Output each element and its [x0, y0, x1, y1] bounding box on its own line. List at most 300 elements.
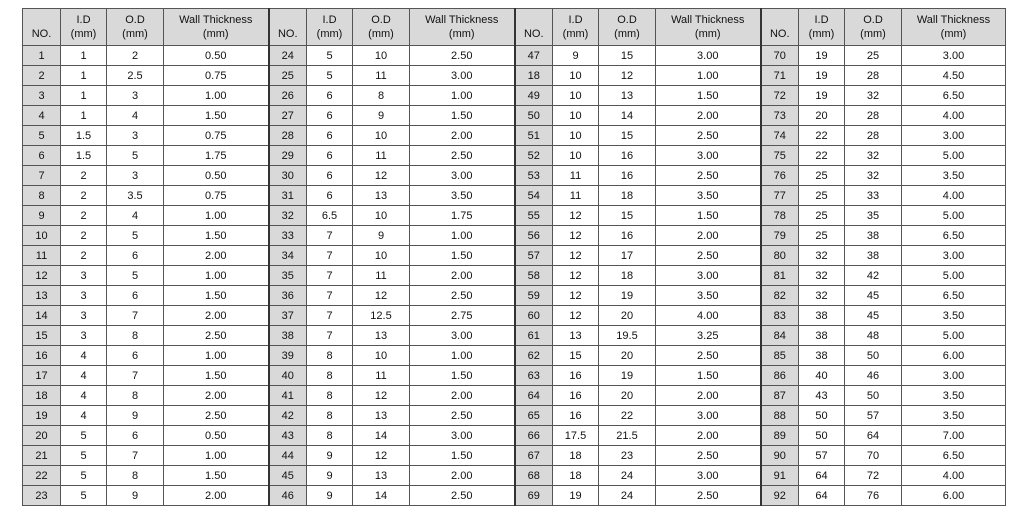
cell-wall-thickness: 2.50	[656, 486, 761, 506]
cell-no: 54	[515, 186, 553, 206]
header-id-label: I.D	[76, 14, 91, 26]
header-od-label: O.D	[617, 14, 637, 26]
cell-wall-thickness: 2.00	[656, 386, 761, 406]
cell-id: 3	[61, 306, 107, 326]
cell-id: 7	[307, 246, 353, 266]
cell-id: 18	[553, 466, 599, 486]
header-od-unit: (mm)	[122, 28, 148, 40]
cell-od: 25	[845, 46, 902, 66]
header-id	[61, 9, 107, 46]
cell-od: 13	[353, 326, 410, 346]
cell-od: 11	[353, 266, 410, 286]
header-id-unit: (mm)	[808, 28, 835, 40]
tube-size-table	[22, 8, 1006, 506]
cell-id: 8	[307, 426, 353, 446]
header-no-label: NO.	[277, 28, 298, 40]
cell-od: 10	[353, 46, 410, 66]
cell-no: 1	[23, 46, 61, 66]
cell-no: 32	[269, 206, 307, 226]
cell-wall-thickness: 2.50	[656, 246, 761, 266]
cell-wall-thickness: 0.50	[164, 46, 269, 66]
cell-id: 11	[553, 186, 599, 206]
cell-id: 4	[61, 366, 107, 386]
cell-id: 6	[307, 186, 353, 206]
cell-wall-thickness: 1.50	[410, 246, 515, 266]
cell-no: 46	[269, 486, 307, 506]
cell-id: 5	[61, 486, 107, 506]
cell-od: 12	[353, 286, 410, 306]
cell-wall-thickness: 3.00	[656, 46, 761, 66]
cell-wall-thickness: 3.00	[410, 426, 515, 446]
cell-od: 12	[599, 66, 656, 86]
table-header-row	[23, 9, 1006, 46]
cell-wall-thickness: 4.00	[902, 466, 1006, 486]
cell-id: 15	[553, 346, 599, 366]
cell-no: 9	[23, 206, 61, 226]
cell-id: 22	[799, 126, 845, 146]
cell-id: 5	[307, 66, 353, 86]
cell-od: 8	[107, 466, 164, 486]
cell-od: 15	[599, 46, 656, 66]
cell-od: 8	[107, 326, 164, 346]
cell-od: 28	[845, 66, 902, 86]
cell-no: 51	[515, 126, 553, 146]
cell-id: 16	[553, 386, 599, 406]
cell-od: 64	[845, 426, 902, 446]
cell-od: 72	[845, 466, 902, 486]
cell-od: 22	[599, 406, 656, 426]
cell-wall-thickness: 1.00	[656, 66, 761, 86]
table-row	[23, 446, 1006, 466]
cell-no: 84	[761, 326, 799, 346]
cell-id: 38	[799, 326, 845, 346]
cell-wall-thickness: 1.50	[164, 466, 269, 486]
cell-od: 13	[353, 186, 410, 206]
cell-od: 28	[845, 126, 902, 146]
cell-id: 40	[799, 366, 845, 386]
cell-id: 4	[61, 386, 107, 406]
cell-wall-thickness: 0.75	[164, 186, 269, 206]
table-row	[23, 46, 1006, 66]
cell-od: 3	[107, 86, 164, 106]
header-no	[761, 9, 799, 46]
cell-wall-thickness: 2.00	[410, 126, 515, 146]
cell-wall-thickness: 2.50	[656, 166, 761, 186]
cell-od: 2.5	[107, 66, 164, 86]
cell-id: 13	[553, 326, 599, 346]
cell-od: 20	[599, 386, 656, 406]
table-row	[23, 306, 1006, 326]
cell-od: 3	[107, 166, 164, 186]
cell-od: 45	[845, 306, 902, 326]
header-wall-unit: (mm)	[202, 28, 229, 40]
cell-no: 43	[269, 426, 307, 446]
cell-no: 68	[515, 466, 553, 486]
cell-wall-thickness: 2.50	[164, 326, 269, 346]
cell-wall-thickness: 3.50	[902, 406, 1006, 426]
header-wall-label: Wall Thickness	[671, 14, 745, 26]
cell-no: 69	[515, 486, 553, 506]
cell-no: 27	[269, 106, 307, 126]
table-row	[23, 486, 1006, 506]
header-od	[845, 9, 902, 46]
cell-no: 3	[23, 86, 61, 106]
table-row	[23, 86, 1006, 106]
cell-od: 13	[353, 406, 410, 426]
table-row	[23, 266, 1006, 286]
cell-wall-thickness: 1.00	[164, 266, 269, 286]
cell-id: 38	[799, 346, 845, 366]
cell-wall-thickness: 6.50	[902, 446, 1006, 466]
cell-id: 6.5	[307, 206, 353, 226]
table-row	[23, 466, 1006, 486]
header-wall-unit: (mm)	[694, 28, 721, 40]
cell-id: 7	[307, 326, 353, 346]
cell-no: 34	[269, 246, 307, 266]
cell-id: 4	[61, 346, 107, 366]
cell-no: 16	[23, 346, 61, 366]
cell-od: 19	[599, 286, 656, 306]
cell-no: 14	[23, 306, 61, 326]
cell-wall-thickness: 2.00	[410, 386, 515, 406]
cell-no: 85	[761, 346, 799, 366]
cell-id: 6	[307, 106, 353, 126]
cell-id: 19	[799, 86, 845, 106]
cell-id: 8	[307, 346, 353, 366]
cell-od: 10	[353, 246, 410, 266]
header-od	[353, 9, 410, 46]
cell-od: 19	[599, 366, 656, 386]
cell-od: 13	[353, 466, 410, 486]
cell-wall-thickness: 4.50	[902, 66, 1006, 86]
table-row	[23, 426, 1006, 446]
cell-wall-thickness: 3.25	[656, 326, 761, 346]
header-no	[515, 9, 553, 46]
table-row	[23, 106, 1006, 126]
cell-wall-thickness: 5.00	[902, 146, 1006, 166]
cell-no: 56	[515, 226, 553, 246]
cell-od: 11	[353, 66, 410, 86]
cell-wall-thickness: 1.50	[164, 366, 269, 386]
cell-id: 1	[61, 66, 107, 86]
cell-id: 20	[799, 106, 845, 126]
cell-wall-thickness: 3.00	[410, 166, 515, 186]
cell-id: 6	[307, 146, 353, 166]
cell-id: 2	[61, 246, 107, 266]
cell-no: 47	[515, 46, 553, 66]
cell-wall-thickness: 2.50	[410, 286, 515, 306]
cell-id: 9	[553, 46, 599, 66]
header-wall-unit: (mm)	[940, 28, 967, 40]
header-od-label: O.D	[125, 14, 145, 26]
cell-wall-thickness: 2.00	[164, 246, 269, 266]
cell-no: 49	[515, 86, 553, 106]
header-wall-label: Wall Thickness	[425, 14, 499, 26]
cell-no: 7	[23, 166, 61, 186]
header-od-label: O.D	[371, 14, 391, 26]
cell-no: 2	[23, 66, 61, 86]
cell-no: 4	[23, 106, 61, 126]
cell-no: 53	[515, 166, 553, 186]
cell-id: 5	[61, 466, 107, 486]
cell-od: 38	[845, 246, 902, 266]
table-row	[23, 226, 1006, 246]
cell-no: 63	[515, 366, 553, 386]
header-id-label: I.D	[568, 14, 583, 26]
cell-wall-thickness: 2.50	[410, 46, 515, 66]
cell-no: 38	[269, 326, 307, 346]
cell-wall-thickness: 3.50	[902, 166, 1006, 186]
cell-wall-thickness: 4.00	[902, 106, 1006, 126]
cell-id: 32	[799, 246, 845, 266]
cell-od: 20	[599, 346, 656, 366]
cell-od: 16	[599, 146, 656, 166]
cell-od: 46	[845, 366, 902, 386]
cell-no: 15	[23, 326, 61, 346]
cell-no: 13	[23, 286, 61, 306]
header-wall-thickness	[656, 9, 761, 46]
cell-no: 42	[269, 406, 307, 426]
cell-wall-thickness: 1.50	[656, 366, 761, 386]
header-od-unit: (mm)	[368, 28, 394, 40]
cell-od: 18	[599, 186, 656, 206]
cell-wall-thickness: 2.00	[656, 226, 761, 246]
cell-wall-thickness: 1.00	[164, 446, 269, 466]
cell-id: 43	[799, 386, 845, 406]
cell-no: 72	[761, 86, 799, 106]
cell-od: 12	[353, 446, 410, 466]
cell-id: 7	[307, 286, 353, 306]
header-id	[553, 9, 599, 46]
table-row	[23, 326, 1006, 346]
table-row	[23, 286, 1006, 306]
cell-no: 57	[515, 246, 553, 266]
cell-id: 12	[553, 246, 599, 266]
cell-no: 89	[761, 426, 799, 446]
cell-no: 88	[761, 406, 799, 426]
cell-id: 5	[61, 426, 107, 446]
cell-wall-thickness: 2.00	[164, 486, 269, 506]
cell-no: 10	[23, 226, 61, 246]
cell-od: 3.5	[107, 186, 164, 206]
cell-id: 16	[553, 406, 599, 426]
cell-wall-thickness: 2.75	[410, 306, 515, 326]
cell-od: 10	[353, 206, 410, 226]
cell-wall-thickness: 4.00	[656, 306, 761, 326]
cell-od: 5	[107, 266, 164, 286]
cell-wall-thickness: 2.50	[410, 406, 515, 426]
cell-id: 9	[307, 466, 353, 486]
header-wall-label: Wall Thickness	[916, 14, 991, 26]
table-row	[23, 166, 1006, 186]
cell-od: 14	[599, 106, 656, 126]
cell-od: 7	[107, 306, 164, 326]
cell-id: 19	[553, 486, 599, 506]
cell-wall-thickness: 1.00	[410, 226, 515, 246]
cell-no: 25	[269, 66, 307, 86]
cell-no: 55	[515, 206, 553, 226]
cell-no: 74	[761, 126, 799, 146]
cell-id: 2	[61, 226, 107, 246]
cell-wall-thickness: 1.00	[164, 206, 269, 226]
cell-id: 2	[61, 186, 107, 206]
cell-id: 8	[307, 366, 353, 386]
cell-id: 7	[307, 306, 353, 326]
header-id	[799, 9, 845, 46]
cell-id: 11	[553, 166, 599, 186]
cell-od: 14	[353, 486, 410, 506]
table-row	[23, 366, 1006, 386]
cell-no: 52	[515, 146, 553, 166]
cell-wall-thickness: 2.00	[410, 466, 515, 486]
cell-id: 38	[799, 306, 845, 326]
cell-od: 4	[107, 106, 164, 126]
cell-od: 9	[353, 106, 410, 126]
cell-no: 8	[23, 186, 61, 206]
cell-no: 41	[269, 386, 307, 406]
table-row	[23, 246, 1006, 266]
cell-wall-thickness: 0.50	[164, 166, 269, 186]
table-body	[23, 46, 1006, 506]
header-id-unit: (mm)	[70, 28, 97, 40]
header-od-unit: (mm)	[860, 28, 886, 40]
cell-od: 38	[845, 226, 902, 246]
cell-no: 5	[23, 126, 61, 146]
header-id-unit: (mm)	[316, 28, 343, 40]
cell-od: 16	[599, 166, 656, 186]
cell-od: 24	[599, 486, 656, 506]
cell-od: 48	[845, 326, 902, 346]
cell-od: 50	[845, 386, 902, 406]
cell-no: 17	[23, 366, 61, 386]
cell-od: 19.5	[599, 326, 656, 346]
table-row	[23, 186, 1006, 206]
cell-wall-thickness: 3.50	[656, 286, 761, 306]
cell-wall-thickness: 3.00	[902, 246, 1006, 266]
cell-id: 8	[307, 406, 353, 426]
cell-wall-thickness: 2.50	[410, 146, 515, 166]
cell-od: 11	[353, 146, 410, 166]
cell-wall-thickness: 3.00	[656, 466, 761, 486]
cell-od: 2	[107, 46, 164, 66]
cell-wall-thickness: 3.50	[656, 186, 761, 206]
cell-od: 76	[845, 486, 902, 506]
cell-no: 62	[515, 346, 553, 366]
cell-od: 11	[353, 366, 410, 386]
cell-no: 39	[269, 346, 307, 366]
header-od	[107, 9, 164, 46]
cell-no: 92	[761, 486, 799, 506]
cell-id: 12	[553, 306, 599, 326]
cell-no: 77	[761, 186, 799, 206]
cell-no: 66	[515, 426, 553, 446]
cell-id: 12	[553, 226, 599, 246]
cell-id: 6	[307, 86, 353, 106]
cell-od: 15	[599, 126, 656, 146]
cell-wall-thickness: 1.50	[410, 446, 515, 466]
cell-wall-thickness: 2.00	[656, 426, 761, 446]
cell-no: 20	[23, 426, 61, 446]
cell-wall-thickness: 6.00	[902, 346, 1006, 366]
cell-od: 9	[107, 406, 164, 426]
cell-wall-thickness: 0.75	[164, 66, 269, 86]
cell-id: 3	[61, 286, 107, 306]
header-id-label: I.D	[322, 14, 337, 26]
table-row	[23, 386, 1006, 406]
cell-wall-thickness: 1.00	[410, 86, 515, 106]
cell-id: 12	[553, 286, 599, 306]
cell-wall-thickness: 3.00	[902, 46, 1006, 66]
cell-id: 1.5	[61, 146, 107, 166]
cell-no: 36	[269, 286, 307, 306]
cell-od: 3	[107, 126, 164, 146]
cell-od: 8	[353, 86, 410, 106]
cell-no: 18	[515, 66, 553, 86]
cell-id: 9	[307, 446, 353, 466]
cell-no: 70	[761, 46, 799, 66]
cell-no: 37	[269, 306, 307, 326]
cell-od: 6	[107, 346, 164, 366]
cell-id: 19	[799, 46, 845, 66]
header-wall-thickness	[164, 9, 269, 46]
header-id-unit: (mm)	[562, 28, 589, 40]
cell-wall-thickness: 5.00	[902, 206, 1006, 226]
cell-od: 9	[353, 226, 410, 246]
cell-id: 25	[799, 206, 845, 226]
cell-id: 6	[307, 166, 353, 186]
cell-no: 78	[761, 206, 799, 226]
cell-od: 57	[845, 406, 902, 426]
header-od-unit: (mm)	[614, 28, 640, 40]
cell-id: 57	[799, 446, 845, 466]
header-no	[23, 9, 61, 46]
cell-wall-thickness: 3.50	[410, 186, 515, 206]
cell-id: 7	[307, 266, 353, 286]
cell-id: 22	[799, 146, 845, 166]
cell-wall-thickness: 1.75	[410, 206, 515, 226]
cell-no: 90	[761, 446, 799, 466]
cell-no: 91	[761, 466, 799, 486]
cell-no: 21	[23, 446, 61, 466]
cell-no: 81	[761, 266, 799, 286]
cell-od: 32	[845, 146, 902, 166]
cell-od: 6	[107, 426, 164, 446]
cell-wall-thickness: 4.00	[902, 186, 1006, 206]
cell-wall-thickness: 3.50	[902, 306, 1006, 326]
cell-wall-thickness: 3.00	[902, 126, 1006, 146]
cell-no: 12	[23, 266, 61, 286]
cell-od: 45	[845, 286, 902, 306]
cell-wall-thickness: 2.00	[410, 266, 515, 286]
cell-od: 4	[107, 206, 164, 226]
cell-wall-thickness: 2.50	[164, 406, 269, 426]
cell-id: 25	[799, 226, 845, 246]
cell-id: 1	[61, 86, 107, 106]
cell-od: 6	[107, 286, 164, 306]
cell-wall-thickness: 5.00	[902, 326, 1006, 346]
cell-od: 35	[845, 206, 902, 226]
cell-wall-thickness: 2.50	[656, 346, 761, 366]
cell-od: 28	[845, 106, 902, 126]
cell-no: 59	[515, 286, 553, 306]
cell-wall-thickness: 1.75	[164, 146, 269, 166]
header-no	[269, 9, 307, 46]
cell-wall-thickness: 3.50	[902, 386, 1006, 406]
cell-no: 58	[515, 266, 553, 286]
cell-no: 87	[761, 386, 799, 406]
cell-od: 17	[599, 246, 656, 266]
cell-od: 21.5	[599, 426, 656, 446]
